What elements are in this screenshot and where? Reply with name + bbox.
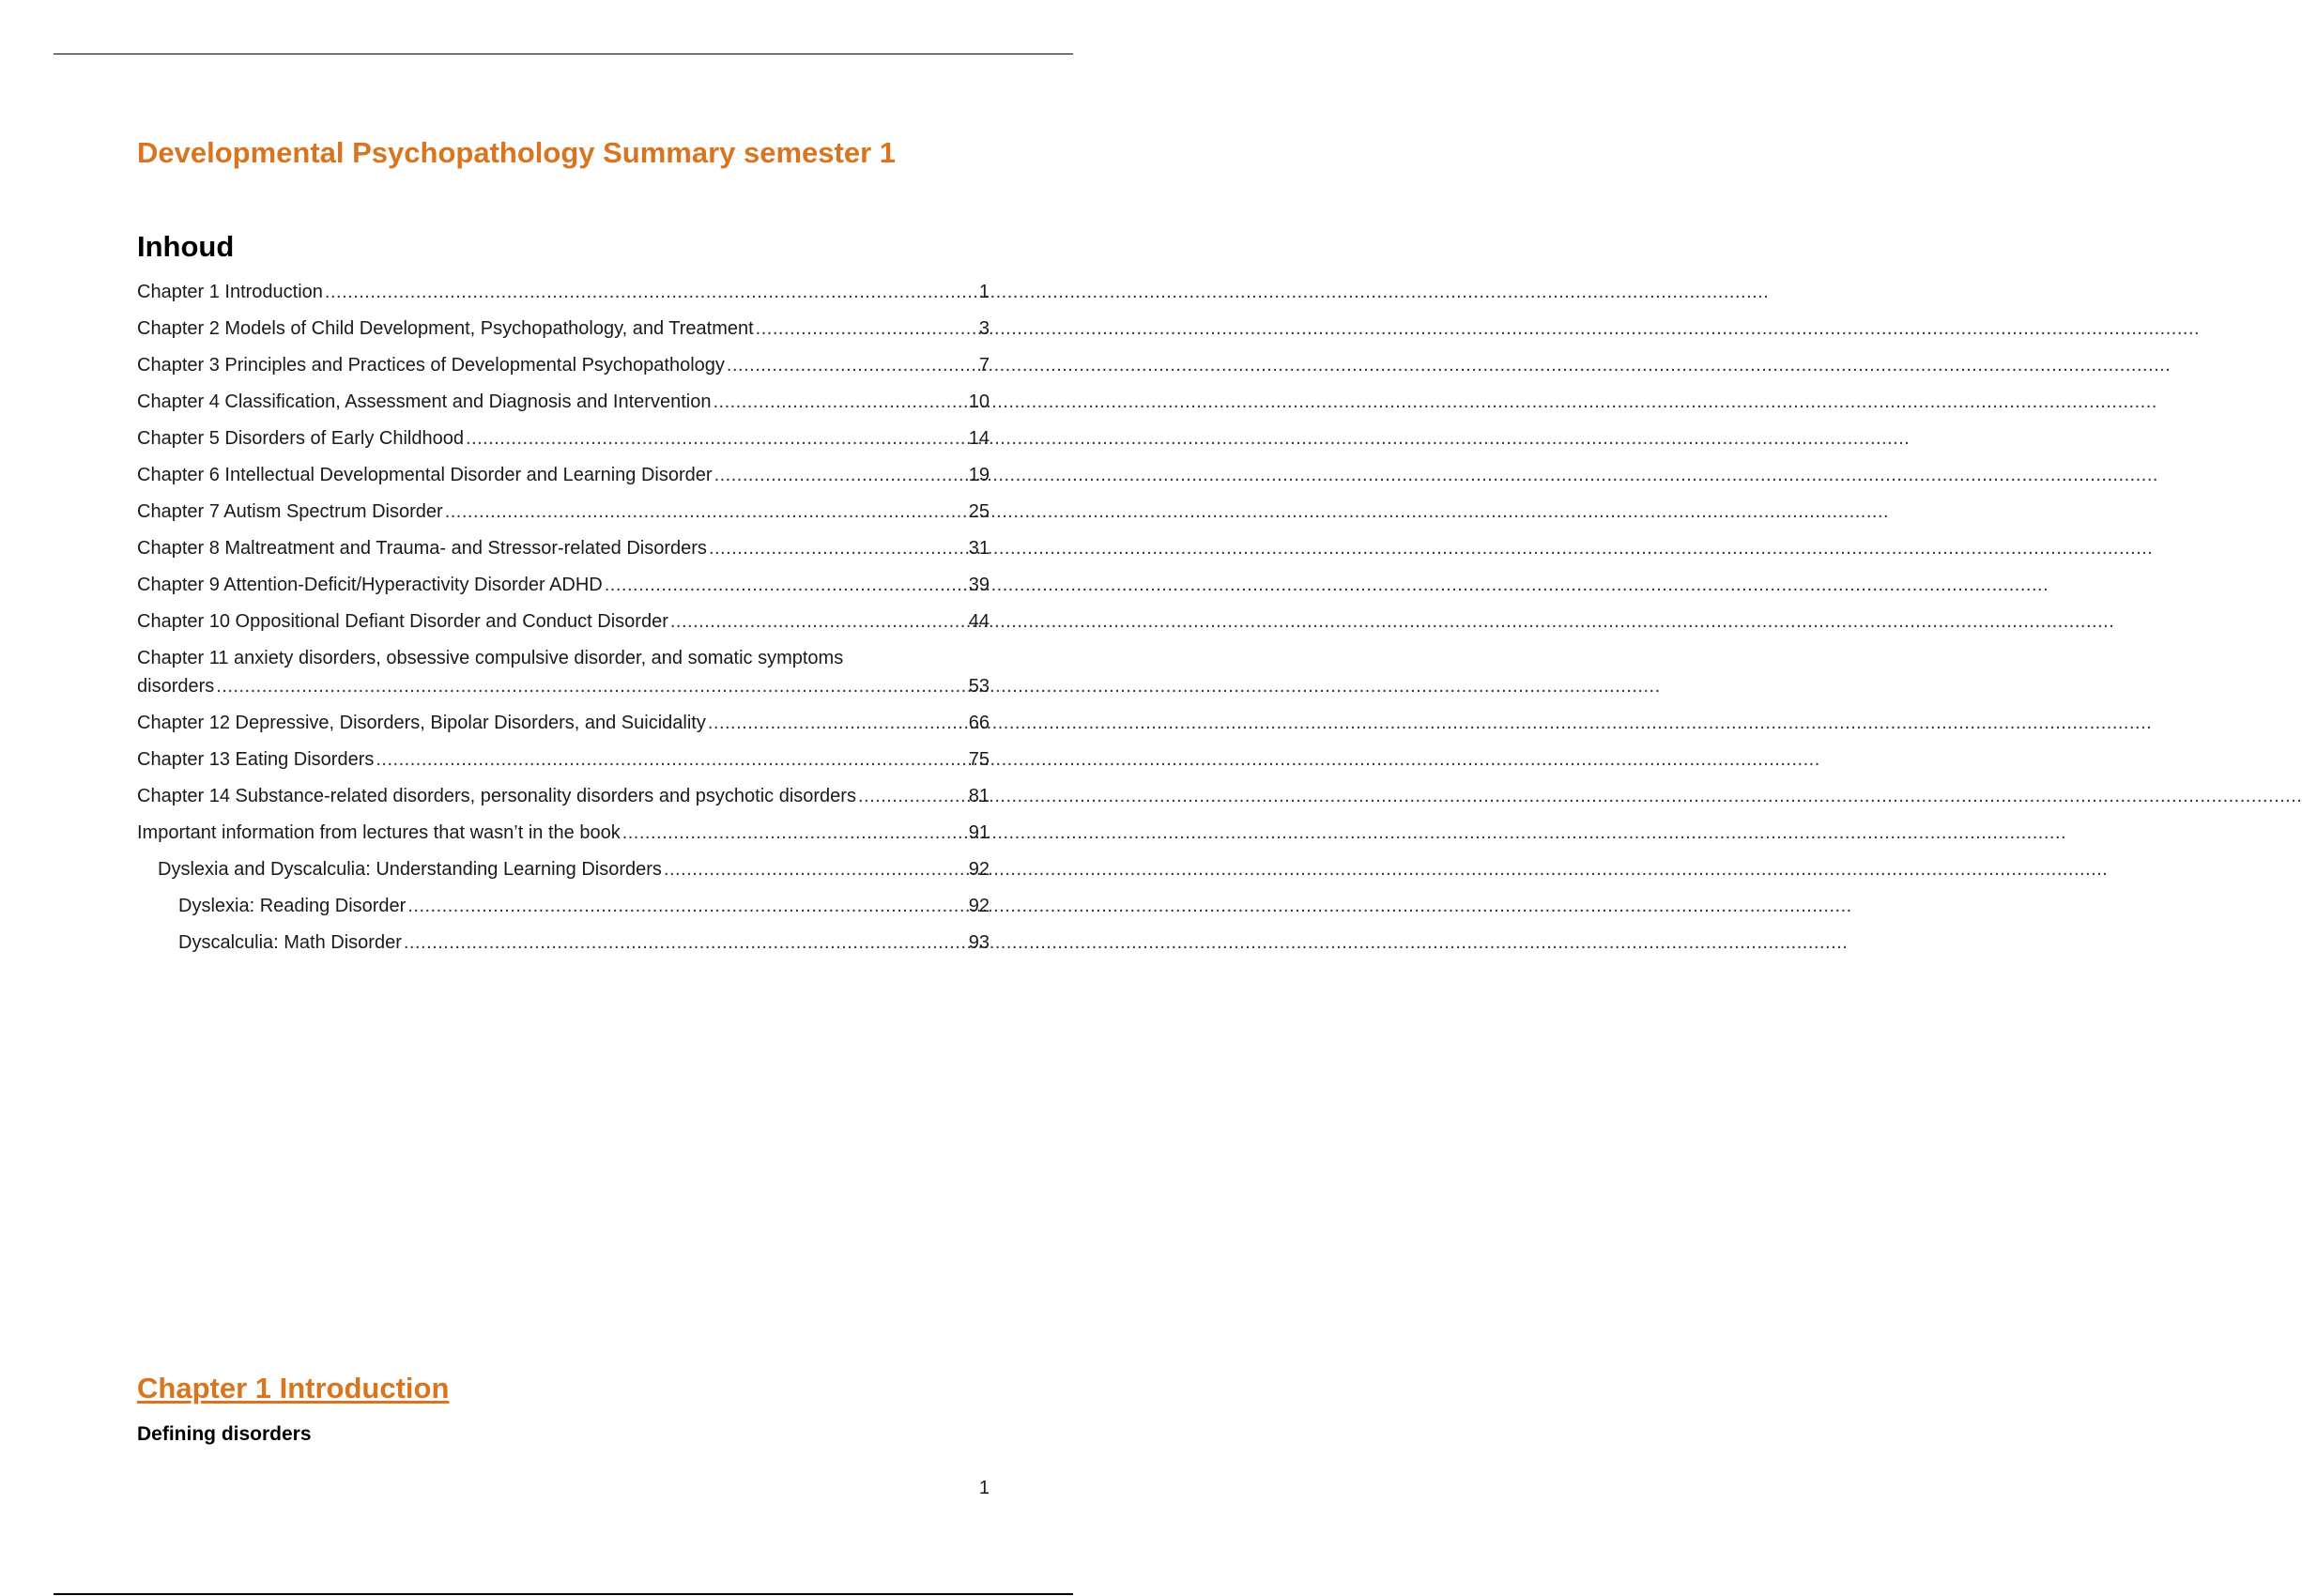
toc-entry-text[interactable]: Chapter 8 Maltreatment and Trauma- and Stressor-related Disorders: [137, 538, 707, 559]
toc-entry-page[interactable]: 14: [968, 428, 990, 449]
toc-leader-dots: [466, 424, 967, 453]
toc-entry-page[interactable]: 3: [978, 318, 990, 339]
toc-entry[interactable]: [137, 571, 990, 599]
page-number: 1: [978, 1478, 990, 1498]
toc-entry-page[interactable]: 93: [968, 932, 990, 953]
toc-entry-text[interactable]: disorders: [137, 676, 215, 697]
toc-leader-dots: [216, 672, 966, 700]
toc-entry[interactable]: [137, 607, 990, 636]
toc-leader-dots: [445, 498, 967, 526]
toc-entry-text[interactable]: Dyslexia and Dyscalculia: Understanding Learning Disorders: [158, 859, 662, 880]
toc-entry-page[interactable]: 66: [968, 713, 990, 733]
toc-entry-text[interactable]: Chapter 9 Attention-Deficit/Hyperactivity Disorder ADHD: [137, 575, 603, 595]
toc-leader-dots: [708, 709, 967, 737]
toc-entry-text[interactable]: Chapter 10 Oppositional Defiant Disorder and Conduct Disorder: [137, 611, 668, 632]
toc-leader-dots: [727, 351, 977, 379]
toc-entry-text-line1[interactable]: Chapter 11 anxiety disorders, obsessive compulsive disorder, and somatic symptoms: [137, 648, 844, 668]
toc-leader-dots: [714, 461, 967, 489]
toc-entry[interactable]: [137, 461, 990, 489]
toc-entry-page[interactable]: 91: [968, 822, 990, 843]
page-bottom-rule: [54, 1593, 1073, 1595]
toc-subentry[interactable]: [137, 855, 990, 883]
toc-leader-dots: [605, 571, 967, 599]
toc-entry-page[interactable]: 25: [968, 501, 990, 522]
toc-entry[interactable]: [137, 315, 990, 343]
toc-entry[interactable]: [137, 745, 990, 774]
toc-entry-page[interactable]: 39: [968, 575, 990, 595]
toc-leader-dots: [670, 607, 967, 636]
toc-entry[interactable]: [137, 819, 990, 847]
toc-entry[interactable]: [137, 534, 990, 562]
toc-entry-page[interactable]: 19: [968, 465, 990, 485]
toc-entry-text[interactable]: Chapter 3 Principles and Practices of Developmental Psychopathology: [137, 355, 725, 376]
toc-entry-text[interactable]: Chapter 4 Classification, Assessment and Diagnosis and Intervention: [137, 391, 712, 412]
toc-leader-dots: [664, 855, 967, 883]
toc-entry[interactable]: [137, 388, 990, 416]
toc-leader-dots: [756, 315, 977, 343]
toc-entry-page[interactable]: 44: [968, 611, 990, 632]
toc-entry-page[interactable]: 92: [968, 896, 990, 916]
toc-entry-text[interactable]: Chapter 13 Eating Disorders: [137, 749, 375, 770]
toc-heading: Inhoud: [137, 230, 235, 263]
toc-leader-dots: [709, 534, 967, 562]
table-of-contents: [137, 278, 990, 965]
toc-entry-page[interactable]: 92: [968, 859, 990, 880]
toc-entry-text[interactable]: Chapter 14 Substance-related disorders, personality disorders and psychotic disorders: [137, 786, 856, 806]
toc-entry[interactable]: [137, 498, 990, 526]
toc-leader-dots: [325, 278, 977, 306]
toc-entry[interactable]: [137, 424, 990, 453]
toc-entry-page[interactable]: 75: [968, 749, 990, 770]
toc-entry[interactable]: [137, 278, 990, 306]
toc-entry-text[interactable]: Dyscalculia: Math Disorder: [178, 932, 402, 953]
toc-entry-page[interactable]: 1: [978, 282, 990, 302]
toc-leader-dots: [407, 892, 966, 920]
toc-entry-page[interactable]: 53: [968, 676, 990, 697]
toc-leader-dots: [622, 819, 967, 847]
toc-leader-dots: [858, 782, 967, 810]
toc-entry-text[interactable]: Chapter 6 Intellectual Developmental Disorder and Learning Disorder: [137, 465, 713, 485]
toc-entry-text[interactable]: Chapter 12 Depressive, Disorders, Bipolar Disorders, and Suicidality: [137, 713, 706, 733]
toc-entry-text[interactable]: Chapter 2 Models of Child Development, Psychopathology, and Treatment: [137, 318, 754, 339]
toc-entry-page[interactable]: 81: [968, 786, 990, 806]
toc-entry-page[interactable]: 31: [968, 538, 990, 559]
toc-entry[interactable]: [137, 782, 990, 810]
toc-subsubentry[interactable]: [137, 928, 990, 957]
chapter-heading: Chapter 1 Introduction: [137, 1372, 450, 1404]
toc-entry-page[interactable]: 10: [968, 391, 990, 412]
section-heading: Defining disorders: [137, 1423, 312, 1445]
toc-leader-dots: [376, 745, 966, 774]
document-title: Developmental Psychopathology Summary semester 1: [137, 136, 897, 169]
toc-entry-text[interactable]: Dyslexia: Reading Disorder: [178, 896, 407, 916]
toc-entry-text[interactable]: Chapter 5 Disorders of Early Childhood: [137, 428, 464, 449]
toc-leader-dots: [713, 388, 966, 416]
toc-entry[interactable]: [137, 351, 990, 379]
toc-entry-text[interactable]: Chapter 7 Autism Spectrum Disorder: [137, 501, 443, 522]
toc-entry[interactable]: [137, 709, 990, 737]
toc-entry-page[interactable]: 7: [978, 355, 990, 376]
toc-entry-text[interactable]: Important information from lectures that wasn’t in the book: [137, 822, 621, 843]
toc-subsubentry[interactable]: [137, 892, 990, 920]
toc-entry-text[interactable]: Chapter 1 Introduction: [137, 282, 323, 302]
toc-leader-dots: [404, 928, 967, 957]
toc-entry-wrapped[interactable]: [137, 644, 990, 700]
